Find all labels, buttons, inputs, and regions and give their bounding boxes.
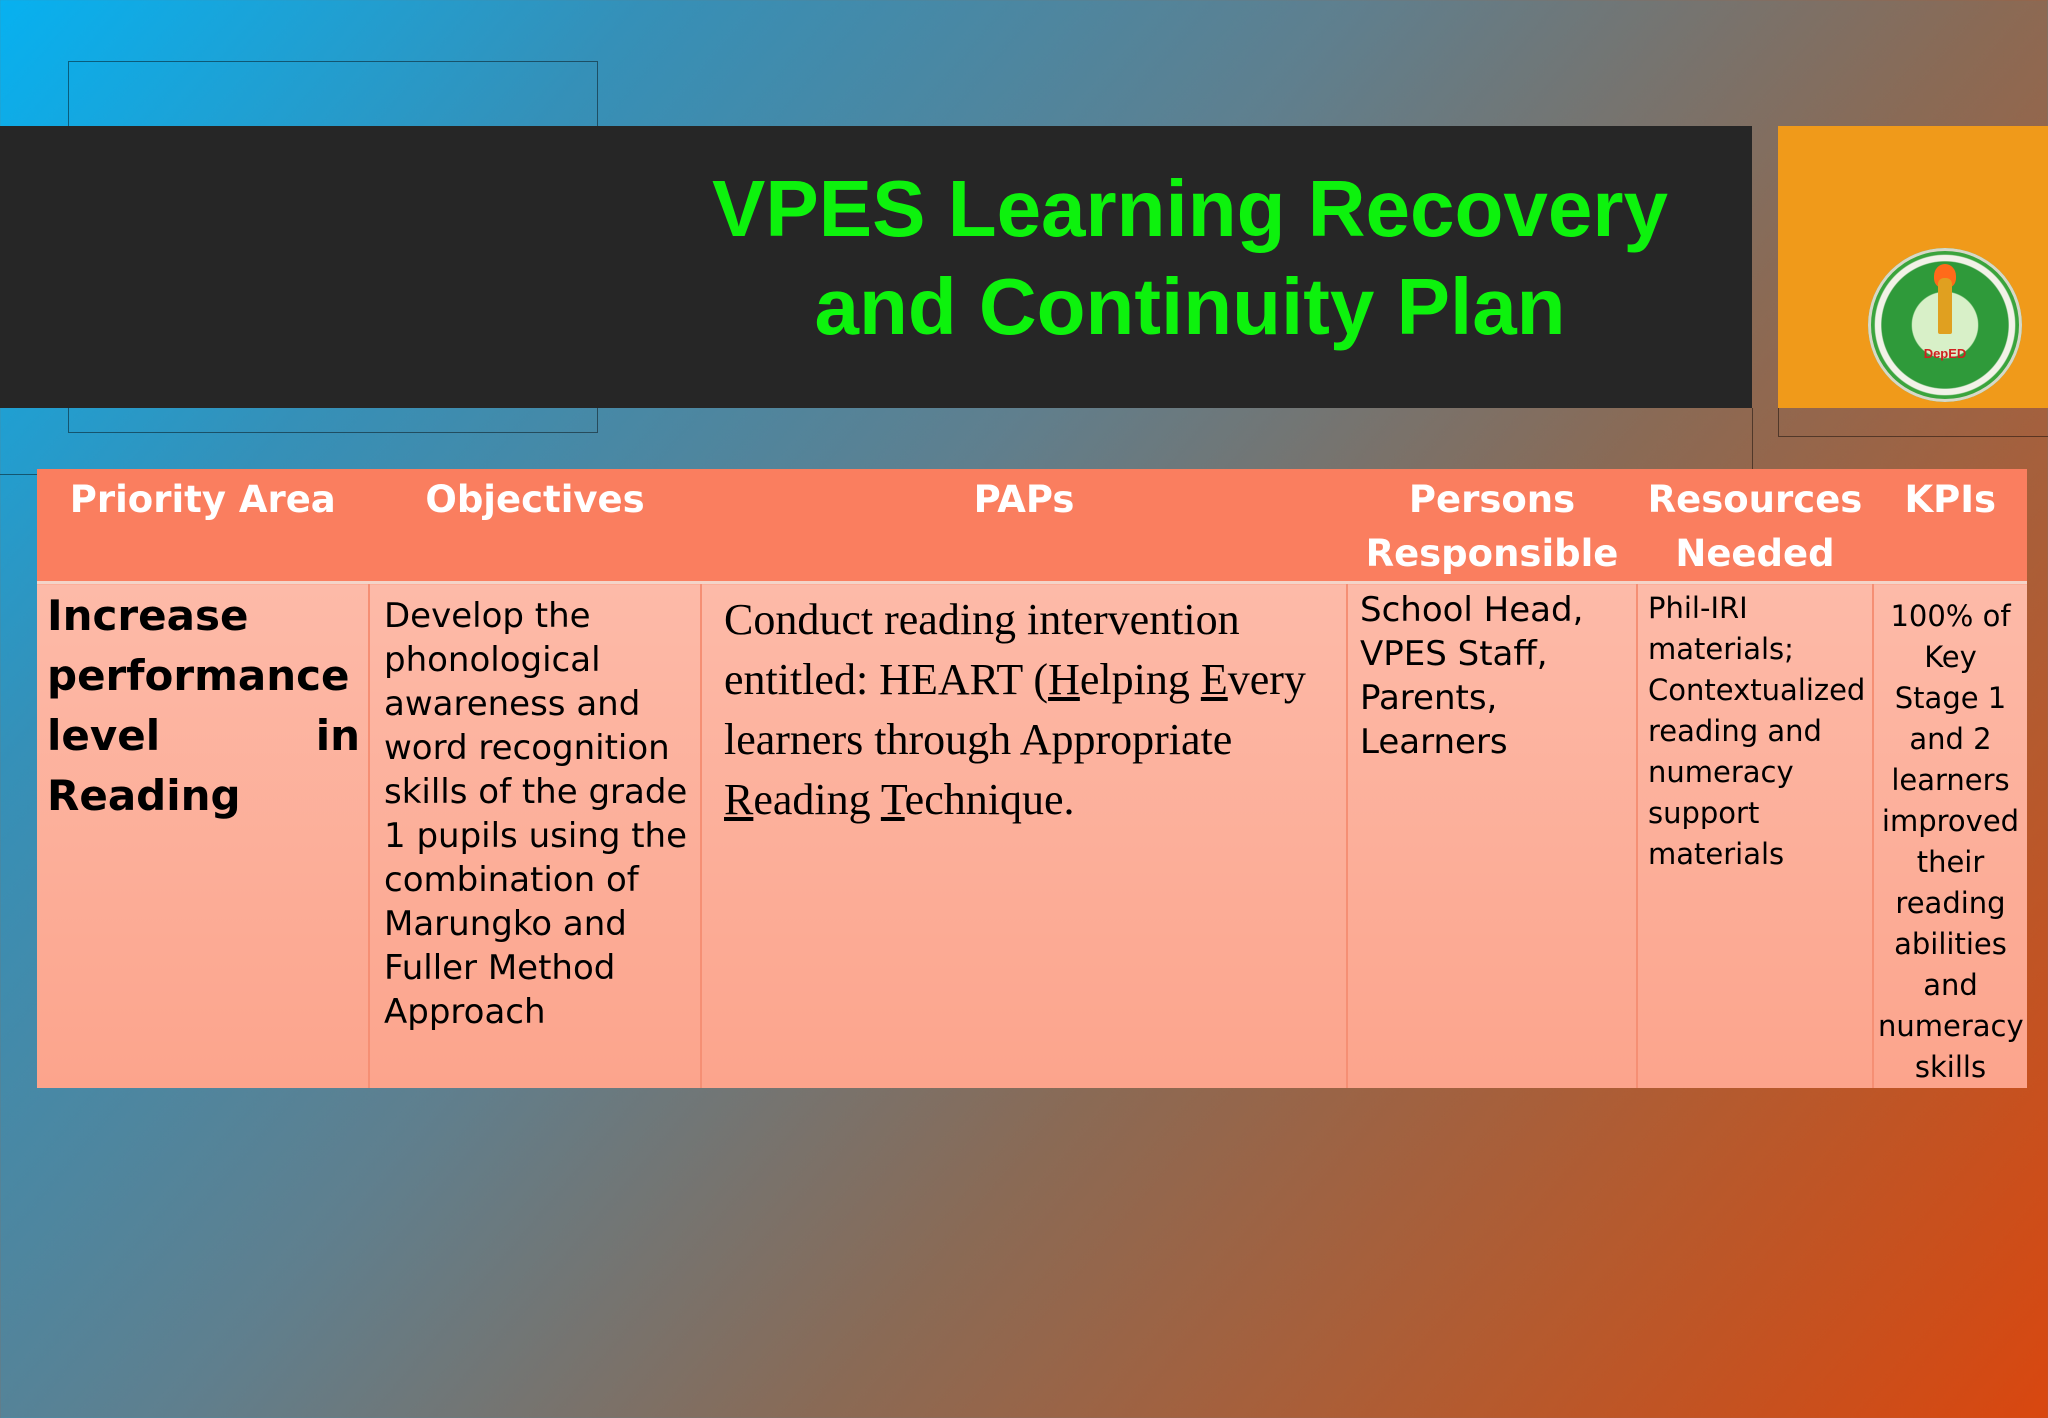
table-row bbox=[37, 583, 2027, 1089]
title-line-2: and Continuity Plan bbox=[814, 262, 1566, 351]
title-line-1: VPES Learning Recovery bbox=[712, 164, 1668, 253]
header-persons-responsible: Persons Responsible bbox=[1347, 469, 1637, 583]
cell-objectives: Develop the phonological awareness and word recognition skills of the grade 1 pupils using the combination of Marungko and Fuller Method Approach bbox=[369, 583, 701, 1089]
cell-priority-area: Increase performance level in Reading bbox=[37, 583, 369, 1089]
header-objectives: Objectives bbox=[369, 469, 701, 583]
paps-underlined-letter: E bbox=[1200, 655, 1228, 704]
header-priority-area: Priority Area bbox=[37, 469, 369, 583]
logo-caption-frame bbox=[1778, 408, 2048, 437]
torch-icon bbox=[1938, 278, 1952, 334]
paps-text: elping bbox=[1079, 655, 1201, 704]
paps-underlined-letter: R bbox=[724, 775, 754, 824]
paps-text: very learners through Appropriate bbox=[724, 655, 1306, 764]
paps-text: eading bbox=[753, 775, 881, 824]
seal-text: DepED bbox=[1923, 346, 1967, 361]
school-seal-icon bbox=[1868, 248, 2022, 402]
header-paps: PAPs bbox=[701, 469, 1347, 583]
table-header-row bbox=[37, 469, 2027, 583]
plan-table bbox=[37, 469, 2027, 1088]
paps-text: echnique. bbox=[904, 775, 1075, 824]
header-resources-needed: Resources Needed bbox=[1637, 469, 1873, 583]
paps-text: Conduct reading intervention entitled: HEART ( bbox=[724, 595, 1240, 704]
cell-persons-responsible: School Head, VPES Staff, Parents, Learners bbox=[1347, 583, 1637, 1089]
paps-underlined-letter: H bbox=[1048, 655, 1080, 704]
page-title bbox=[640, 160, 1740, 356]
paps-underlined-letter: T bbox=[880, 775, 905, 824]
band-lower-frame bbox=[0, 408, 1753, 475]
cell-kpis: 100% of Key Stage 1 and 2 learners improved their reading abilities and numeracy skills bbox=[1873, 583, 2027, 1089]
header-kpis: KPIs bbox=[1873, 469, 2027, 583]
cell-paps bbox=[701, 583, 1347, 1089]
cell-resources-needed: Phil-IRI materials; Contextualized reading and numeracy support materials bbox=[1637, 583, 1873, 1089]
